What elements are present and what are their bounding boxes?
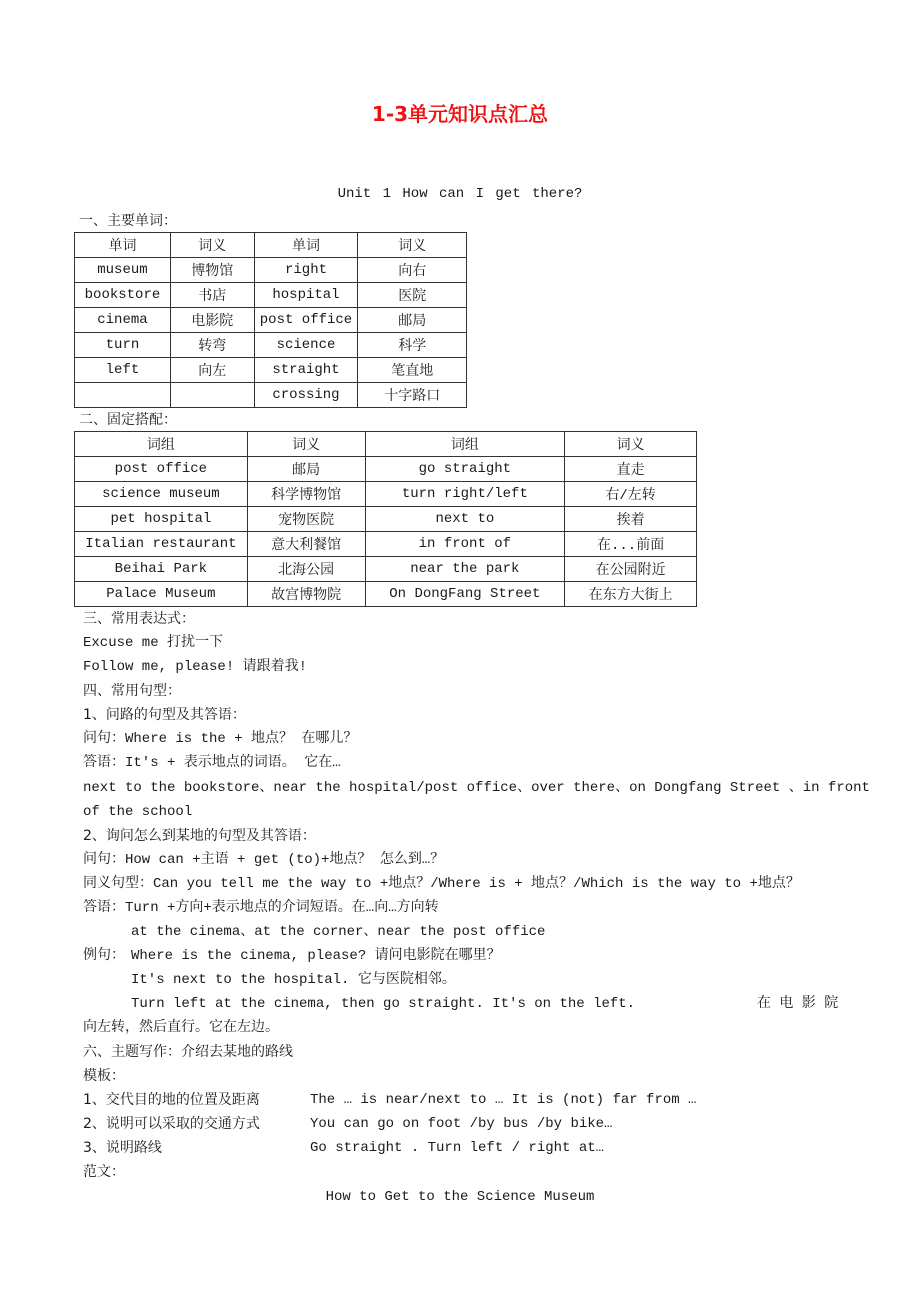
examples-line: at the cinema、at the corner、near the post office bbox=[131, 924, 546, 940]
pattern-line: 问句：Where is the + 地点？ 在哪儿？ bbox=[83, 731, 358, 747]
cell: 电影院 bbox=[170, 308, 254, 333]
section6-heading: 六、主题写作：介绍去某地的路线 bbox=[83, 1044, 293, 1060]
pattern-line: 同义句型：Can you tell me the way to +地点？/Where is + 地点？/Which is the way to +地点？ bbox=[83, 876, 800, 892]
cell: 书店 bbox=[170, 283, 254, 308]
cell: 北海公园 bbox=[247, 557, 365, 582]
cell: cinema bbox=[75, 308, 171, 333]
cell: 右/左转 bbox=[565, 482, 697, 507]
table-row bbox=[75, 482, 697, 507]
header-cell: 单词 bbox=[75, 233, 171, 258]
cell: science museum bbox=[75, 482, 248, 507]
table-row bbox=[75, 383, 467, 408]
template-step-en: You can go on foot /by bus /by bike… bbox=[310, 1116, 613, 1132]
cell: 宠物医院 bbox=[247, 507, 365, 532]
section3-heading: 三、常用表达式： bbox=[83, 611, 195, 627]
header-cell: 词义 bbox=[247, 432, 365, 457]
example-translation: 向左转，然后直行。它在左边。 bbox=[83, 1020, 279, 1036]
cell: 笔直地 bbox=[358, 358, 467, 383]
sample-label: 范文： bbox=[83, 1164, 125, 1180]
template-step-en: Go straight . Turn left / right at… bbox=[310, 1140, 605, 1156]
table-row bbox=[75, 358, 467, 383]
cell: Beihai Park bbox=[75, 557, 248, 582]
header-cell: 词义 bbox=[170, 233, 254, 258]
cell: 邮局 bbox=[358, 308, 467, 333]
table-row bbox=[75, 457, 697, 482]
cell: Italian restaurant bbox=[75, 532, 248, 557]
cell: bookstore bbox=[75, 283, 171, 308]
example-sentence: Turn left at the cinema, then go straight. It's on the left. bbox=[131, 996, 636, 1012]
cell: 故宫博物院 bbox=[247, 582, 365, 607]
cell: 科学博物馆 bbox=[247, 482, 365, 507]
template-step: 3、说明路线 bbox=[83, 1140, 162, 1156]
pattern-line: 问句：How can +主语 + get (to)+地点？ 怎么到…？ bbox=[83, 852, 445, 868]
cell bbox=[75, 383, 171, 408]
cell: 科学 bbox=[358, 333, 467, 358]
section1-heading: 一、主要单词： bbox=[79, 213, 177, 229]
table-row bbox=[75, 283, 467, 308]
cell: post office bbox=[75, 457, 248, 482]
table-row bbox=[75, 507, 697, 532]
pattern-line: 答语：It's + 表示地点的词语。 它在… bbox=[83, 755, 341, 771]
header-cell: 词义 bbox=[565, 432, 697, 457]
cell: 在公园附近 bbox=[565, 557, 697, 582]
pattern-line: 答语：Turn +方向+表示地点的介词短语。在…向…方向转 bbox=[83, 900, 439, 916]
cell: 挨着 bbox=[565, 507, 697, 532]
table-row bbox=[75, 557, 697, 582]
example-label: 例句： bbox=[83, 948, 125, 964]
cell: 医院 bbox=[358, 283, 467, 308]
table-row bbox=[75, 308, 467, 333]
expression-line: Excuse me 打扰一下 bbox=[83, 635, 224, 651]
expression-line: Follow me, please! 请跟着我! bbox=[83, 659, 308, 675]
cell: hospital bbox=[254, 283, 358, 308]
template-label: 模板： bbox=[83, 1068, 125, 1084]
cell: 在...前面 bbox=[565, 532, 697, 557]
cell: go straight bbox=[365, 457, 565, 482]
example-sentence: Where is the cinema, please? 请问电影院在哪里？ bbox=[131, 948, 501, 964]
cell: right bbox=[254, 258, 358, 283]
template-step-en: The … is near/next to … It is (not) far from … bbox=[310, 1092, 697, 1108]
cell: 博物馆 bbox=[170, 258, 254, 283]
cell bbox=[170, 383, 254, 408]
cell: 向左 bbox=[170, 358, 254, 383]
unit-heading: Unit 1 How can I get there? bbox=[337, 186, 583, 202]
template-step: 2、说明可以采取的交通方式 bbox=[83, 1116, 260, 1132]
table-header-row bbox=[75, 233, 467, 258]
example-translation: 在 电 影 院 bbox=[757, 996, 839, 1012]
cell: On DongFang Street bbox=[365, 582, 565, 607]
examples-line: next to the bookstore、near the hospital/post office、over there、on Dongfang Street 、in front bbox=[83, 780, 870, 796]
header-cell: 词组 bbox=[365, 432, 565, 457]
cell: turn right/left bbox=[365, 482, 565, 507]
subsection-heading: 1、问路的句型及其答语： bbox=[83, 707, 246, 723]
header-cell: 单词 bbox=[254, 233, 358, 258]
cell: left bbox=[75, 358, 171, 383]
cell: pet hospital bbox=[75, 507, 248, 532]
cell: near the park bbox=[365, 557, 565, 582]
cell: 直走 bbox=[565, 457, 697, 482]
sample-title: How to Get to the Science Museum bbox=[325, 1189, 595, 1205]
cell: next to bbox=[365, 507, 565, 532]
vocabulary-table bbox=[74, 232, 467, 408]
cell: post office bbox=[254, 308, 358, 333]
table-header-row bbox=[75, 432, 697, 457]
header-cell: 词义 bbox=[358, 233, 467, 258]
template-step: 1、交代目的地的位置及距离 bbox=[83, 1092, 260, 1108]
table-row bbox=[75, 258, 467, 283]
cell: 意大利餐馆 bbox=[247, 532, 365, 557]
table-row bbox=[75, 582, 697, 607]
section4-heading: 四、常用句型： bbox=[83, 683, 181, 699]
table-row bbox=[75, 532, 697, 557]
cell: 在东方大街上 bbox=[565, 582, 697, 607]
cell: 十字路口 bbox=[358, 383, 467, 408]
subsection-heading: 2、询问怎么到某地的句型及其答语： bbox=[83, 828, 316, 844]
header-cell: 词组 bbox=[75, 432, 248, 457]
cell: Palace Museum bbox=[75, 582, 248, 607]
example-sentence: It's next to the hospital. 它与医院相邻。 bbox=[131, 972, 456, 988]
cell: 邮局 bbox=[247, 457, 365, 482]
cell: in front of bbox=[365, 532, 565, 557]
examples-line: of the school bbox=[83, 804, 193, 820]
cell: 向右 bbox=[358, 258, 467, 283]
section2-heading: 二、固定搭配： bbox=[79, 412, 177, 428]
cell: turn bbox=[75, 333, 171, 358]
cell: museum bbox=[75, 258, 171, 283]
cell: 转弯 bbox=[170, 333, 254, 358]
cell: crossing bbox=[254, 383, 358, 408]
phrases-table bbox=[74, 431, 697, 607]
table-row bbox=[75, 333, 467, 358]
document-title: 1-3单元知识点汇总 bbox=[371, 102, 549, 126]
cell: straight bbox=[254, 358, 358, 383]
cell: science bbox=[254, 333, 358, 358]
